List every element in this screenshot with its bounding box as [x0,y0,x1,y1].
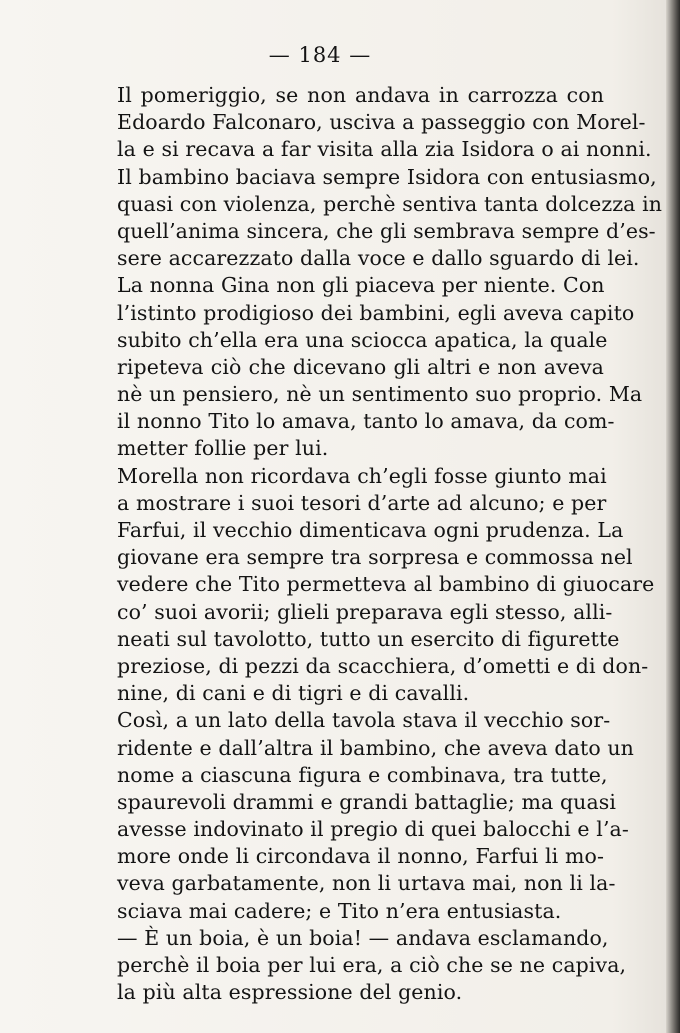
text-line: perchè il boia per lui era, a ciò che se ne capiva, [117,953,627,977]
text-line: l’istinto prodigioso dei bambini, egli aveva capito [117,300,635,325]
text-line: la più alta espressione del genio. [117,980,463,1005]
text-line: sere accarezzato dalla voce e dallo sguardo di lei. [117,246,640,271]
text-line: vedere che Tito permetteva al bambino di giuocare [117,572,655,597]
body-text [117,82,663,1006]
text-line: giovane era sempre tra sorpresa e commossa nel [117,545,633,570]
text-line: preziose, di pezzi da scacchiera, d’ometti e di don- [117,653,649,678]
text-line: avesse indovinato il pregio di quei balocchi e l’a- [117,817,629,842]
text-line: metter follie per lui. [117,436,329,461]
text-line: La nonna Gina non gli piaceva per niente. Con [117,273,605,298]
text-line: Così, a un lato della tavola stava il vecchio sor- [117,708,611,733]
text-line: — È un boia, è un boia! — andava esclamando, [117,925,609,950]
text-line: spaurevoli drammi e grandi battaglie; ma quasi [117,789,617,814]
text-line: ridente e dall’altra il bambino, che aveva dato un [117,735,634,760]
text-line: quasi con violenza, perchè sentiva tanta dolcezza in [117,191,663,216]
text-line: a mostrare i suoi tesori d’arte ad alcuno; e per [117,490,607,515]
text-line: Il pomeriggio, se non andava in carrozza con [117,83,604,107]
text-line: Farfui, il vecchio dimenticava ogni prudenza. La [117,518,624,542]
text-line: co’ suoi avorii; glieli preparava egli stesso, alli- [117,599,613,624]
text-line: Morella non ricordava ch’egli fosse giunto mai [117,463,607,488]
text-line: ripeteva ciò che dicevano gli altri e non aveva [117,354,604,379]
text-line: veva garbatamente, non li urtava mai, non li la- [117,871,616,896]
text-line: la e si recava a far visita alla zia Isidora o ai nonni. [117,137,652,162]
text-line: il nonno Tito lo amava, tanto lo amava, da com- [117,409,615,434]
text-line: Edoardo Falconaro, usciva a passeggio con Morel- [117,110,646,135]
text-line: neati sul tavolotto, tutto un esercito di figurette [117,626,620,651]
text-line: nome a ciascuna figura e combinava, tra tutte, [117,762,608,787]
text-line: Il bambino baciava sempre Isidora con entusiasmo, [117,164,657,189]
text-line: nine, di cani e di tigri e di cavalli. [117,681,470,706]
text-line: nè un pensiero, nè un sentimento suo proprio. Ma [117,382,643,407]
page-edge-shadow [666,0,680,1033]
text-line: sciava mai cadere; e Tito n’era entusiasta. [117,898,562,923]
text-line: more onde li circondava il nonno, Farfui li mo- [117,844,604,869]
text-line: subito ch’ella era una sciocca apatica, la quale [117,327,608,352]
page-number: — 184 — [268,43,372,67]
text-line: quell’anima sincera, che gli sembrava sempre d’es- [117,218,656,243]
